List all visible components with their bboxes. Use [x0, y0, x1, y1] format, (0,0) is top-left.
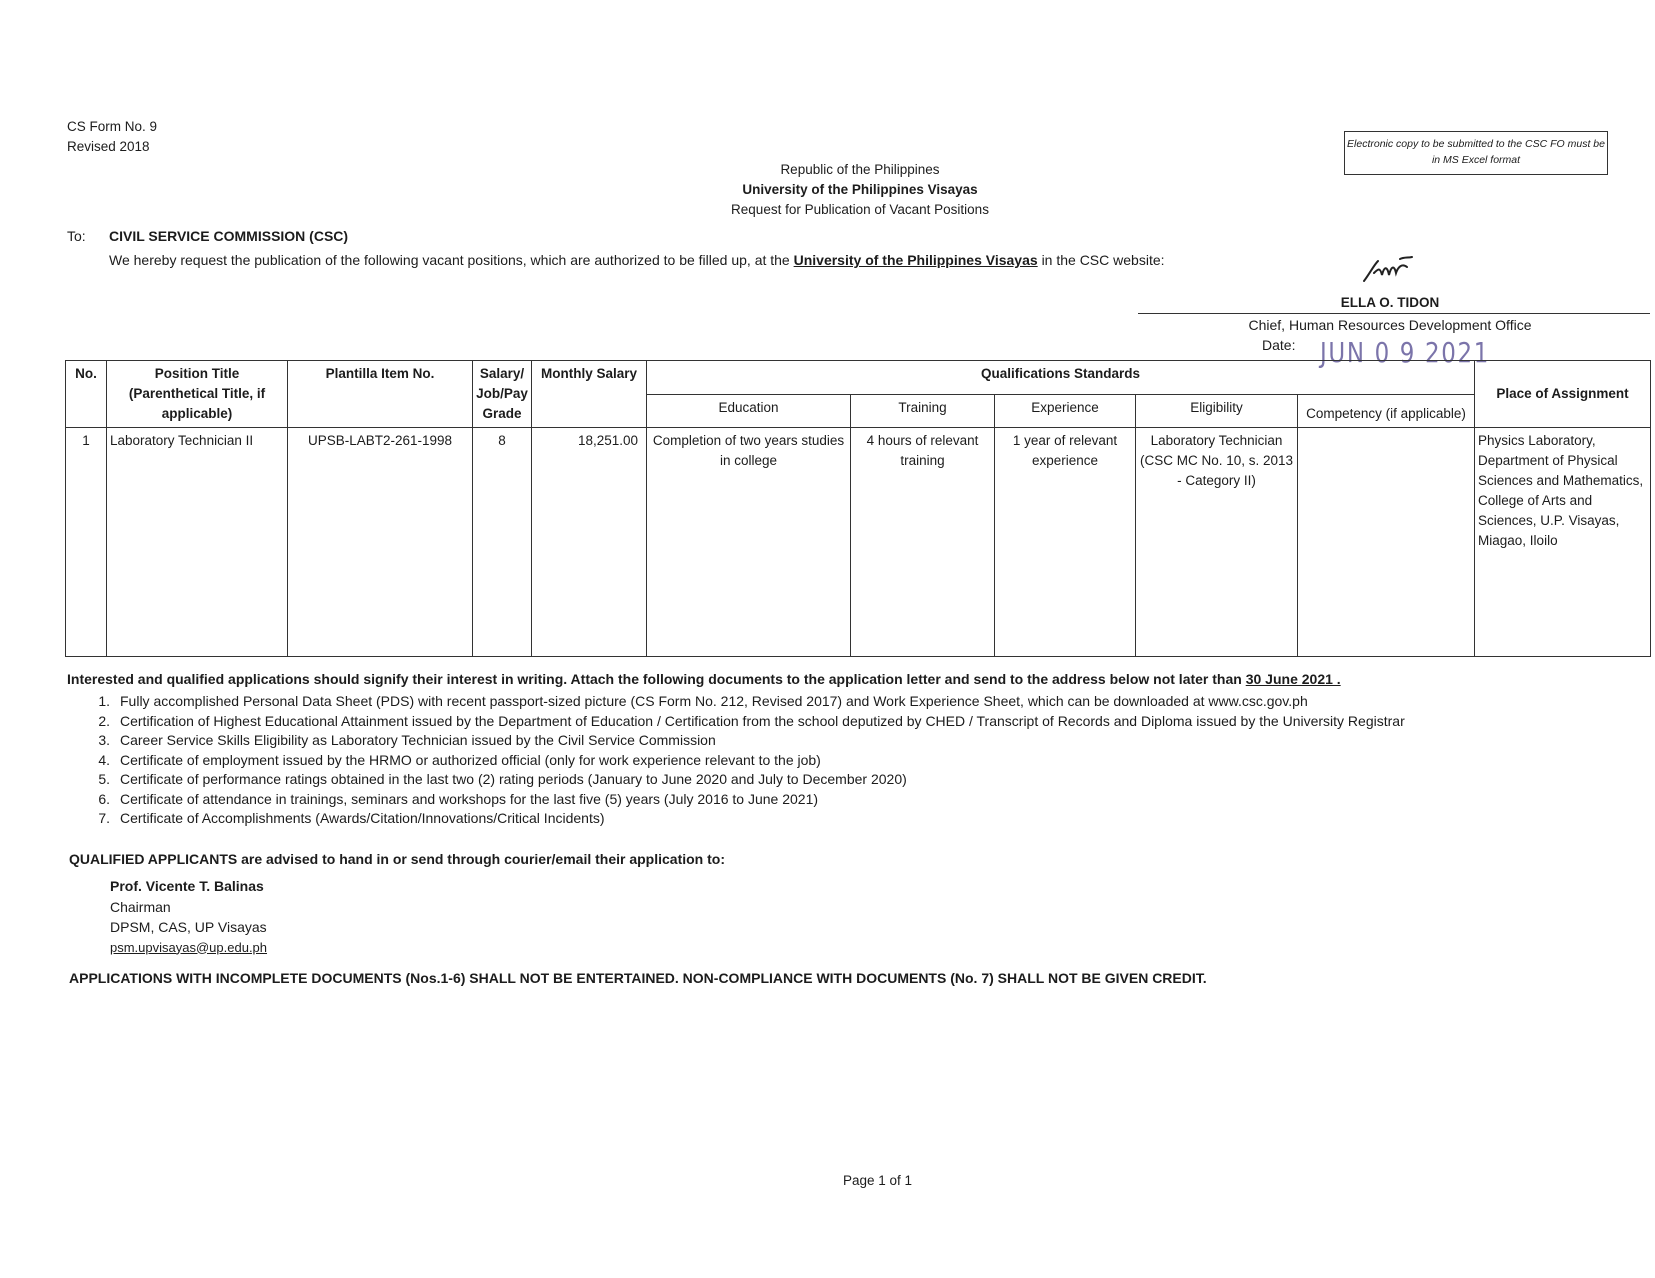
col-header-competency: Competency (if applicable)	[1298, 394, 1475, 428]
cell-no: 1	[66, 428, 107, 657]
cell-salary-grade: 8	[473, 428, 532, 657]
document-title: Request for Publication of Vacant Positions	[731, 202, 989, 217]
to-label: To:	[67, 228, 86, 244]
contact-office: DPSM, CAS, UP Visayas	[110, 919, 267, 935]
cell-education: Completion of two years studies in college	[647, 428, 851, 657]
list-item: 2. Certification of Highest Educational Attainment issued by the Department of Education / Certification from the school deputized by CHED / Transcript of Records and Diploma issued by the University Registrar	[98, 712, 1405, 729]
col-header-salary-grade: Salary/ Job/Pay Grade	[473, 361, 532, 428]
qualified-applicants-note: QUALIFIED APPLICANTS are advised to hand in or send through courier/email their application to:	[69, 851, 725, 867]
table-row	[66, 428, 1651, 657]
cell-experience: 1 year of relevant experience	[995, 428, 1136, 657]
date-stamp: JUN 0 9 2021	[1320, 336, 1490, 369]
intro-agency: University of the Philippines Visayas	[793, 252, 1038, 268]
cell-competency	[1298, 428, 1475, 657]
document-header	[600, 160, 1120, 220]
vacant-positions-table	[65, 360, 1651, 657]
intro-text: We hereby request the publication of the following vacant positions, which are authorized to be filled up, at the	[109, 252, 790, 268]
instructions-text: Interested and qualified applications should signify their interest in writing. Attach the following documents to the application letter and send to the address below not later than	[67, 671, 1242, 687]
col-header-qualifications: Qualifications Standards	[647, 361, 1475, 395]
cell-eligibility: Laboratory Technician (CSC MC No. 10, s. 2013 - Category II)	[1136, 428, 1298, 657]
addressee: CIVIL SERVICE COMMISSION (CSC)	[109, 228, 349, 244]
intro-paragraph	[109, 252, 1165, 268]
signature-initials	[1360, 255, 1416, 287]
col-header-plantilla: Plantilla Item No.	[288, 361, 473, 428]
col-header-position-title: Position Title (Parenthetical Title, if applicable)	[107, 361, 288, 428]
form-revision: Revised 2018	[67, 139, 150, 154]
col-header-eligibility: Eligibility	[1136, 394, 1298, 428]
list-item: 4. Certificate of employment issued by the HRMO or authorized official (only for work experience relevant to the job)	[98, 751, 821, 768]
col-header-monthly-salary: Monthly Salary	[532, 361, 647, 428]
intro-text-end: in the CSC website:	[1041, 252, 1165, 268]
cell-position-title: Laboratory Technician II	[107, 428, 288, 657]
page-number: Page 1 of 1	[842, 1173, 913, 1188]
date-label: Date:	[1262, 337, 1296, 353]
contact-name: Prof. Vicente T. Balinas	[110, 878, 264, 894]
signatory-title: Chief, Human Resources Development Office	[1248, 317, 1532, 333]
signatory-name: ELLA O. TIDON	[1340, 295, 1440, 310]
deadline: 30 June 2021 .	[1245, 671, 1341, 687]
col-header-no: No.	[66, 361, 107, 428]
col-header-experience: Experience	[995, 394, 1136, 428]
list-item: 5. Certificate of performance ratings obtained in the last two (2) rating periods (January to June 2020 and July to December 2020)	[98, 771, 907, 787]
cell-training: 4 hours of relevant training	[851, 428, 995, 657]
list-item: 3. Career Service Skills Eligibility as Laboratory Technician issued by the Civil Service Commission	[98, 732, 716, 748]
cell-place: Physics Laboratory, Department of Physical Sciences and Mathematics, College of Arts and Sciences, U.P. Visayas, Miagao, Iloilo	[1475, 428, 1651, 657]
form-number: CS Form No. 9	[67, 119, 158, 134]
contact-email-link[interactable]: psm.upvisayas@up.edu.ph	[110, 939, 268, 955]
col-header-training: Training	[851, 394, 995, 428]
requirements-list	[80, 692, 1405, 829]
contact-position: Chairman	[110, 898, 171, 915]
country-name: Republic of the Philippines	[780, 162, 940, 177]
contact-block	[110, 876, 267, 958]
signature-line	[1138, 313, 1650, 314]
table-header-row	[66, 361, 1651, 395]
cell-plantilla: UPSB-LABT2-261-1998	[288, 428, 473, 657]
cell-monthly-salary: 18,251.00	[532, 428, 647, 657]
col-header-education: Education	[647, 394, 851, 428]
list-item: 7. Certificate of Accomplishments (Awards/Citation/Innovations/Critical Incidents)	[98, 810, 605, 826]
excel-format-note: Electronic copy to be submitted to the CSC FO must be in MS Excel format	[1344, 131, 1608, 175]
agency-name: University of the Philippines Visayas	[742, 182, 978, 197]
application-instructions	[67, 671, 1341, 687]
list-item: 1. Fully accomplished Personal Data Sheet (PDS) with recent passport-sized picture (CS Form No. 212, Revised 2017) and Work Experience Sheet, which can be downloaded at www.csc.gov.ph	[98, 693, 1308, 709]
list-item: 6. Certificate of attendance in trainings, seminars and workshops for the last five (5) years (July 2016 to June 2021)	[98, 790, 819, 807]
form-number-block	[67, 117, 157, 157]
incomplete-documents-warning: APPLICATIONS WITH INCOMPLETE DOCUMENTS (Nos.1-6) SHALL NOT BE ENTERTAINED. NON-COMPLIANCE WITH DOCUMENTS (No. 7) SHALL NOT BE GIVEN CREDIT.	[69, 970, 1207, 986]
col-header-place: Place of Assignment	[1475, 361, 1651, 428]
